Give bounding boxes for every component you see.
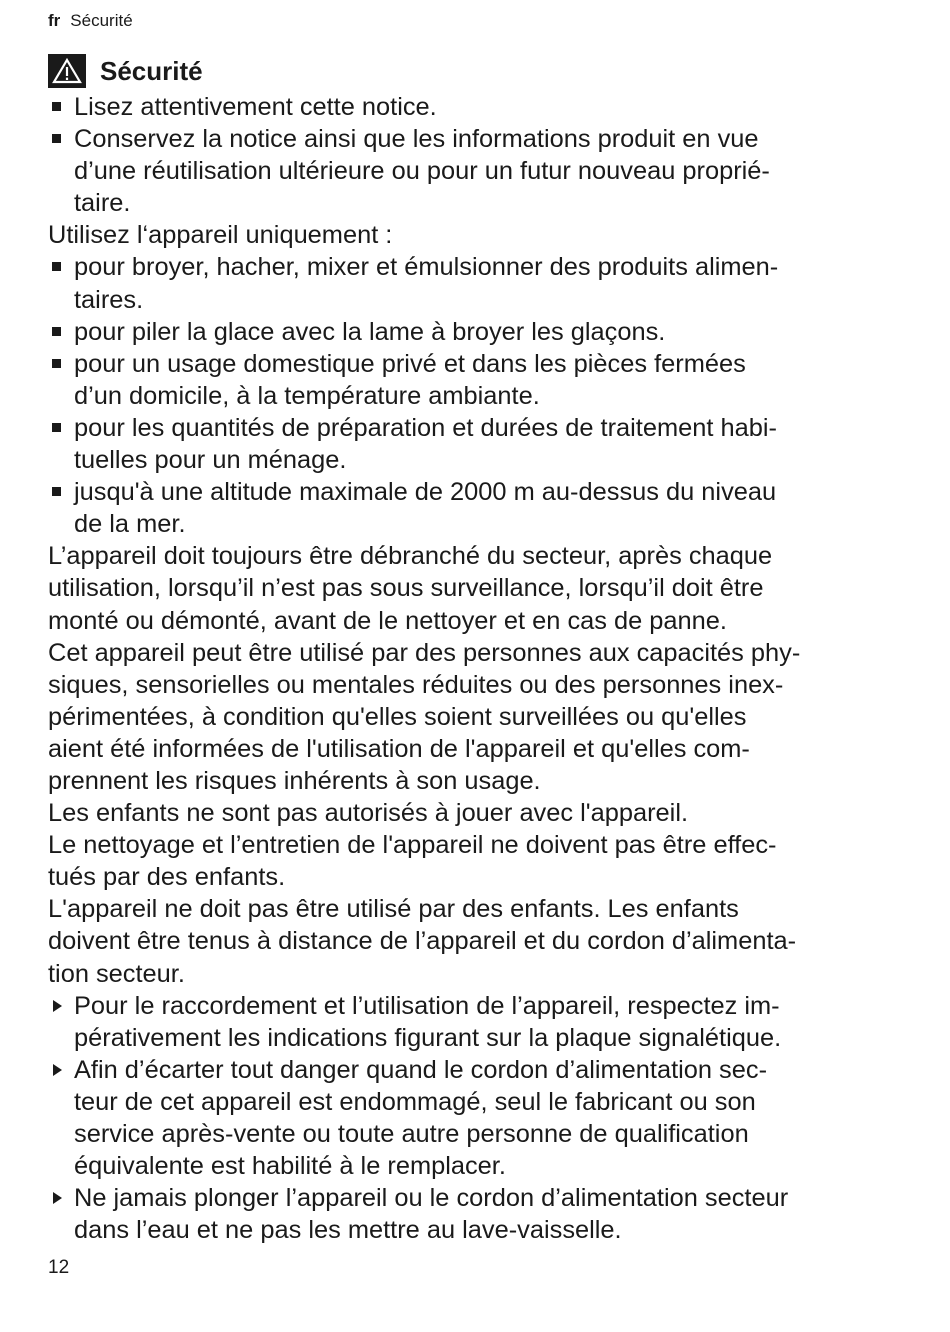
action-item: [48, 1182, 898, 1246]
line: monté ou démonté, avant de le nettoyer et en cas de panne.: [48, 606, 727, 635]
section-title: Sécurité: [100, 55, 203, 86]
intro-use-text: Utilisez l‘appareil uniquement :: [48, 221, 393, 250]
line: aient été informées de l'utilisation de l'appareil et qu'elles com-: [48, 734, 750, 763]
paragraph: [48, 829, 898, 893]
line: prennent les risques inhérents à son usage.: [48, 766, 541, 795]
language-code: fr: [48, 11, 61, 30]
line: service après-vente ou toute autre personne de qualification: [74, 1120, 749, 1148]
bullet-square-icon: [52, 327, 61, 336]
line: périmentées, à condition qu'elles soient surveillées ou qu'elles: [48, 702, 747, 731]
bullet-square-icon: [52, 102, 61, 111]
bullet-square-icon: [52, 134, 61, 143]
line: pour broyer, hacher, mixer et émulsionner des produits alimen-: [74, 253, 779, 282]
line: d’une réutilisation ultérieure ou pour un futur nouveau proprié-: [74, 157, 770, 186]
line: tués par des enfants.: [48, 863, 286, 892]
list-item: [48, 412, 898, 476]
action-item: [48, 1054, 898, 1182]
list-item: [48, 123, 898, 219]
line: Lisez attentivement cette notice.: [74, 93, 437, 121]
page-content: [48, 51, 898, 1246]
triangle-arrow-icon: [53, 1064, 62, 1076]
line: Le nettoyage et l’entretien de l'appareil ne doivent pas être effec-: [48, 831, 777, 860]
line: dans l’eau et ne pas les mettre au lave-vaisselle.: [74, 1216, 622, 1245]
bullet-list-general: [48, 91, 898, 219]
line: pérativement les indications figurant sur la plaque signalétique.: [74, 1023, 782, 1052]
line: Cet appareil peut être utilisé par des personnes aux capacités phy-: [48, 638, 801, 667]
bullet-square-icon: [52, 262, 61, 271]
line: pour piler la glace avec la lame à broyer les glaçons.: [74, 317, 666, 346]
line: doivent être tenus à distance de l’appareil et du cordon d’alimenta-: [48, 927, 797, 956]
paragraph: [48, 637, 898, 797]
line: Pour le raccordement et l’utilisation de l’appareil, respectez im-: [74, 991, 780, 1020]
triangle-arrow-icon: [53, 1000, 62, 1012]
bullet-list-uses: [48, 251, 898, 540]
line: tuelles pour un ménage.: [74, 446, 347, 475]
line: d’un domicile, à la température ambiante.: [74, 381, 540, 410]
triangle-arrow-icon: [53, 1192, 62, 1204]
header-section-title: Sécurité: [70, 11, 133, 30]
bullet-square-icon: [52, 359, 61, 368]
line: teur de cet appareil est endommagé, seul le fabricant ou son: [74, 1087, 756, 1116]
line: utilisation, lorsqu’il n’est pas sous surveillance, lorsqu’il doit être: [48, 574, 764, 603]
warning-icon: [48, 54, 86, 88]
paragraph: [48, 893, 898, 989]
bullet-square-icon: [52, 423, 61, 432]
page-number: 12: [48, 1257, 70, 1278]
running-header: [48, 10, 133, 32]
list-item: [48, 91, 898, 123]
line: Afin d’écarter tout danger quand le cordon d’alimentation sec-: [74, 1055, 768, 1084]
line: taire.: [74, 189, 131, 218]
action-list: [48, 990, 898, 1247]
paragraph: [48, 797, 898, 829]
line: Les enfants ne sont pas autorisés à jouer avec l'appareil.: [48, 799, 689, 828]
line: Conservez la notice ainsi que les informations produit en vue: [74, 125, 759, 154]
line: Ne jamais plonger l’appareil ou le cordon d’alimentation secteur: [74, 1184, 789, 1213]
line: pour un usage domestique privé et dans les pièces fermées: [74, 349, 746, 378]
line: pour les quantités de préparation et durées de traitement habi-: [74, 413, 777, 442]
line: L’appareil doit toujours être débranché du secteur, après chaque: [48, 542, 773, 571]
bullet-square-icon: [52, 487, 61, 496]
action-item: [48, 990, 898, 1054]
line: siques, sensorielles ou mentales réduites ou des personnes inex-: [48, 670, 784, 699]
list-item: [48, 476, 898, 540]
list-item: [48, 251, 898, 315]
line: jusqu'à une altitude maximale de 2000 m au-dessus du niveau: [74, 478, 777, 507]
line: de la mer.: [74, 510, 186, 539]
paragraph: [48, 540, 898, 636]
line: taires.: [74, 285, 144, 314]
list-item: [48, 348, 898, 412]
list-item: [48, 316, 898, 348]
line: L'appareil ne doit pas être utilisé par des enfants. Les enfants: [48, 895, 739, 924]
line: tion secteur.: [48, 959, 185, 988]
line: équivalente est habilité à le remplacer.: [74, 1152, 506, 1181]
section-heading: [48, 51, 898, 91]
